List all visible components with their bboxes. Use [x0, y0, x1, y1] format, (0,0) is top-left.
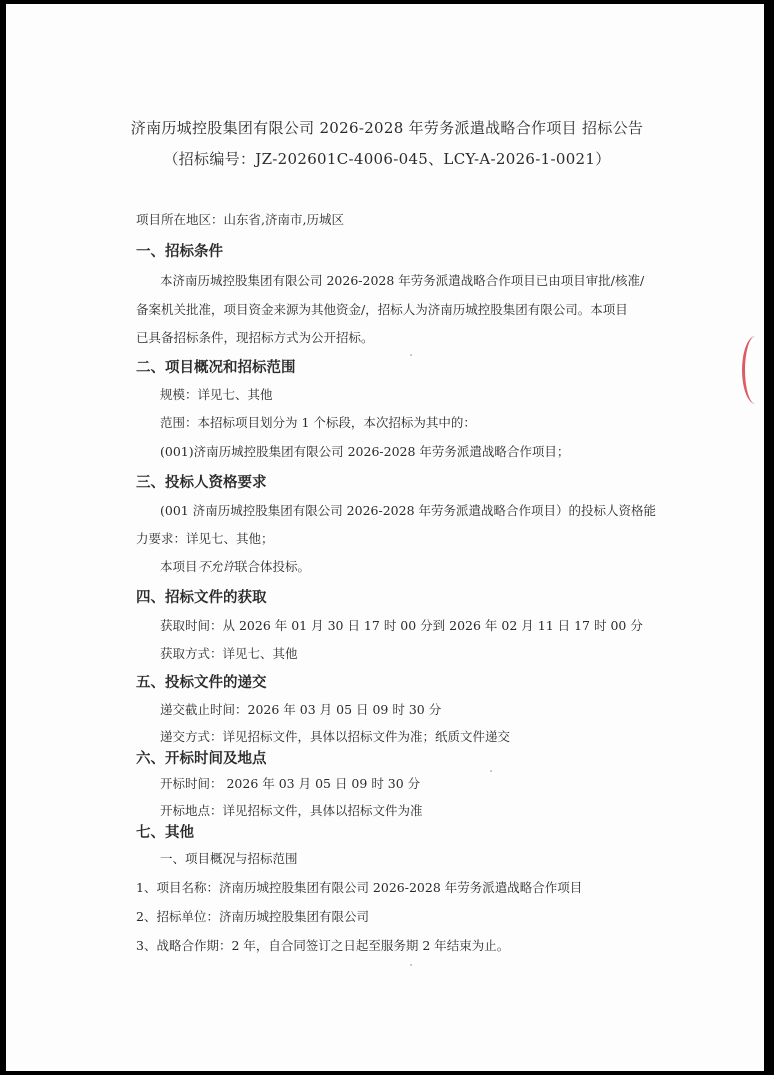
section-5-heading: 五、投标文件的递交 [136, 675, 267, 691]
other-item: 3、战略合作期：2 年，自合同签订之日起至服务期 2 年结束为止。 [136, 938, 510, 953]
other-item: 2、招标单位：济南历城控股集团有限公司 [136, 909, 369, 924]
section-1-heading: 一、招标条件 [136, 244, 223, 260]
section-2-heading: 二、项目概况和招标范围 [136, 360, 296, 376]
section-1-paragraph-line: 已具备招标条件，现招标方式为公开招标。 [136, 330, 374, 345]
document-title: 济南历城控股集团有限公司 2026-2028 年劳务派遣战略合作项目 招标公告 [130, 119, 644, 137]
scale-line: 规模：详见七、其他 [160, 387, 273, 402]
qualification-line: (001 济南历城控股集团有限公司 2026-2028 年劳务派遣战略合作项目）的投标人资格能 [160, 503, 657, 518]
qualification-line: 力要求：详见七、其他； [136, 531, 274, 546]
opening-place: 开标地点：详见招标文件，具体以招标文件为准 [160, 803, 423, 818]
other-item: 1、项目名称：济南历城控股集团有限公司 2026-2028 年劳务派遣战略合作项目 [136, 880, 583, 895]
section-1-paragraph-line: 本济南历城控股集团有限公司 2026-2028 年劳务派遣战略合作项目已由项目审批/核准/ [160, 273, 645, 288]
other-subheading: 一、项目概况与招标范围 [160, 851, 298, 866]
seal-stamp-edge [742, 336, 769, 404]
tender-code: （招标编号：JZ-202601C-4006-045、LCY-A-2026-1-0021） [163, 150, 611, 168]
range-line: 范围：本招标项目划分为 1 个标段，本次招标为其中的： [160, 415, 476, 430]
consortium-suffix: 联合体投标。 [235, 559, 311, 574]
lot-line: (001)济南历城控股集团有限公司 2026-2028 年劳务派遣战略合作项目； [160, 444, 570, 459]
opening-time: 开标时间： 2026 年 03 月 05 日 09 时 30 分 [160, 776, 421, 791]
submission-deadline: 递交截止时间：2026 年 03 月 05 日 09 时 30 分 [160, 702, 442, 717]
submission-method: 递交方式：详见招标文件，具体以招标文件为准；纸质文件递交 [160, 729, 511, 744]
section-7-heading: 七、其他 [136, 825, 194, 841]
consortium-prefix: 本项目 [160, 559, 198, 574]
section-3-heading: 三、投标人资格要求 [136, 475, 267, 491]
scan-speck [410, 964, 412, 966]
project-location: 项目所在地区：山东省,济南市,历城区 [136, 212, 344, 227]
document-page [6, 4, 764, 1071]
section-1-paragraph-line: 备案机关批准，项目资金来源为其他资金/，招标人为济南历城控股集团有限公司。本项目 [136, 302, 628, 317]
section-6-heading: 六、开标时间及地点 [136, 751, 267, 767]
scan-speck [410, 354, 412, 356]
consortium-not-allowed: 不允许 [197, 559, 236, 574]
section-4-heading: 四、招标文件的获取 [136, 590, 267, 606]
scan-speck [490, 770, 492, 772]
consortium-line [160, 557, 310, 575]
acquisition-method: 获取方式：详见七、其他 [160, 646, 298, 661]
acquisition-time: 获取时间：从 2026 年 01 月 30 日 17 时 00 分到 2026 年 02 月 11 日 17 时 00 分 [160, 618, 643, 633]
